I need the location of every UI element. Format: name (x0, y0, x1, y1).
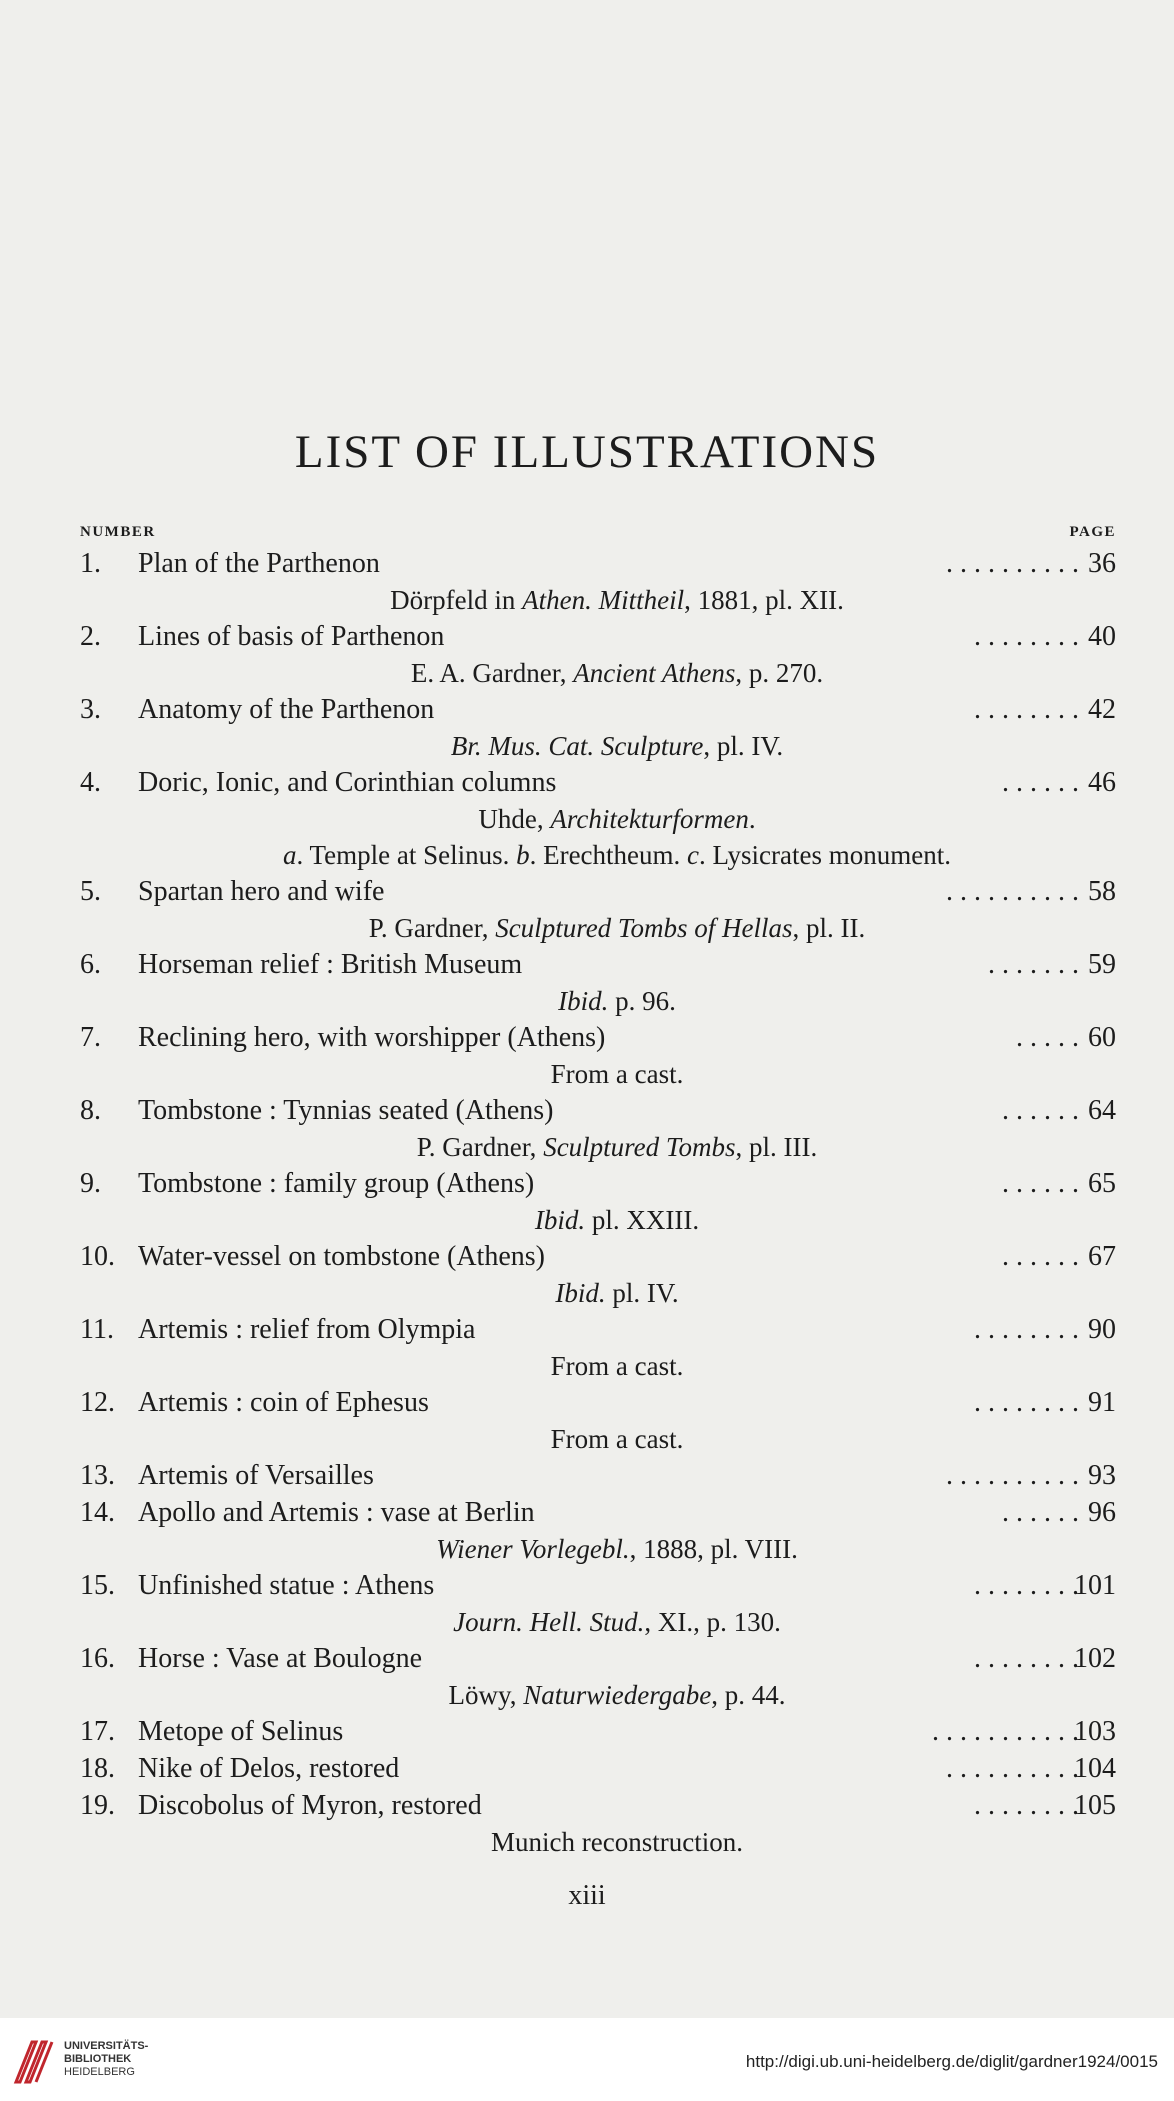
leader-dots: . . . . . . . . (974, 621, 1079, 652)
list-entry (0, 1095, 1174, 1132)
leader-dots: . . . . . . . (988, 949, 1079, 980)
library-logo-icon (12, 2032, 56, 2088)
entry-source: Wiener Vorlegebl., 1888, pl. VIII. (436, 1534, 798, 1564)
leader-dots: . . . . . . . . (974, 694, 1079, 725)
list-entry (0, 1790, 1174, 1827)
entry-page: 36 (1088, 548, 1116, 579)
entry-page: 96 (1088, 1497, 1116, 1528)
entry-page: 103 (1074, 1716, 1116, 1747)
entry-number: 17. (80, 1716, 115, 1747)
page-title: LIST OF ILLUSTRATIONS (294, 426, 880, 478)
entry-source: P. Gardner, Sculptured Tombs, pl. III. (416, 1132, 818, 1162)
entry-number: 2. (80, 621, 101, 652)
list-entry (0, 621, 1174, 658)
list-entry (0, 1168, 1174, 1205)
list-entry (0, 694, 1174, 731)
leader-dots: . . . . . . (1002, 1497, 1079, 1528)
entry-page: 90 (1088, 1314, 1116, 1345)
entry-source: Dörpfeld in Athen. Mittheil, 1881, pl. XII. (390, 585, 844, 615)
list-entry (0, 1643, 1174, 1680)
entry-source: From a cast. (550, 1424, 684, 1454)
entry-page: 67 (1088, 1241, 1116, 1272)
entry-title: Tombstone : family group (Athens) (138, 1168, 535, 1199)
entry-source: Ibid. pl. IV. (555, 1278, 679, 1308)
column-header-number: NUMBER (80, 524, 156, 540)
entry-page: 91 (1088, 1387, 1116, 1418)
leader-dots: . . . . . . (1002, 1241, 1079, 1272)
entry-title: Discobolus of Myron, restored (138, 1790, 482, 1821)
entry-title: Tombstone : Tynnias seated (Athens) (138, 1095, 554, 1126)
entry-title: Doric, Ionic, and Corinthian columns (138, 767, 557, 798)
entry-source: From a cast. (550, 1059, 684, 1089)
entry-number: 1. (80, 548, 101, 579)
entry-source: Br. Mus. Cat. Sculpture, pl. IV. (450, 731, 784, 761)
entry-number: 19. (80, 1790, 115, 1821)
list-entry (0, 949, 1174, 986)
leader-dots: . . . . . . (1002, 767, 1079, 798)
entry-source: Löwy, Naturwiedergabe, p. 44. (448, 1680, 786, 1710)
entry-title: Artemis of Versailles (138, 1460, 374, 1491)
entry-page: 46 (1088, 767, 1116, 798)
entry-title: Water-vessel on tombstone (Athens) (138, 1241, 545, 1272)
list-entry (0, 767, 1174, 804)
column-header-page: PAGE (1069, 524, 1116, 540)
library-name: UNIVERSITÄTS- BIBLIOTHEK HEIDELBERG (64, 2040, 149, 2078)
entry-title: Reclining hero, with worshipper (Athens) (138, 1022, 606, 1053)
entry-title: Horse : Vase at Boulogne (138, 1643, 423, 1674)
entry-number: 10. (80, 1241, 115, 1272)
entry-title: Plan of the Parthenon (138, 548, 380, 579)
entry-page: 65 (1088, 1168, 1116, 1199)
entry-number: 8. (80, 1095, 101, 1126)
leader-dots: . . . . . . (1002, 1095, 1079, 1126)
entry-title: Horseman relief : British Museum (138, 949, 523, 980)
leader-dots: . . . . . . . . . . . (932, 1716, 1079, 1747)
source-url-link[interactable]: http://digi.ub.uni-heidelberg.de/diglit/gardner1924/0015 (745, 2052, 1158, 2071)
entry-page: 58 (1088, 876, 1116, 907)
list-entry (0, 548, 1174, 585)
entry-source: Ibid. pl. XXIII. (534, 1205, 700, 1235)
entry-number: 18. (80, 1753, 115, 1784)
entry-number: 14. (80, 1497, 115, 1528)
entry-title: Anatomy of the Parthenon (138, 694, 435, 725)
entry-number: 12. (80, 1387, 115, 1418)
leader-dots: . . . . . . . . (974, 1314, 1079, 1345)
entry-title: Spartan hero and wife (138, 876, 385, 907)
footer-bar (0, 2018, 1174, 2101)
entry-title: Artemis : relief from Olympia (138, 1314, 476, 1345)
entry-page: 102 (1074, 1643, 1116, 1674)
leader-dots: . . . . . . . . . . (946, 1753, 1079, 1784)
entry-number: 3. (80, 694, 101, 725)
entry-page: 59 (1088, 949, 1116, 980)
list-entry (0, 1314, 1174, 1351)
leader-dots: . . . . . . . . (974, 1643, 1079, 1674)
entry-title: Artemis : coin of Ephesus (138, 1387, 429, 1418)
entry-page: 60 (1088, 1022, 1116, 1053)
entry-source: Ibid. p. 96. (558, 986, 676, 1016)
entry-number: 5. (80, 876, 101, 907)
list-entry (0, 1022, 1174, 1059)
list-entry (0, 1387, 1174, 1424)
leader-dots: . . . . . . . . . . (946, 548, 1079, 579)
list-entry (0, 876, 1174, 913)
leader-dots: . . . . . (1016, 1022, 1079, 1053)
entry-title: Lines of basis of Parthenon (138, 621, 445, 652)
entry-number: 11. (80, 1314, 114, 1345)
leader-dots: . . . . . . . . . . (946, 1460, 1079, 1491)
entry-title: Metope of Selinus (138, 1716, 344, 1747)
entry-source: Journ. Hell. Stud., XI., p. 130. (453, 1607, 781, 1637)
entry-title: Unfinished statue : Athens (138, 1570, 435, 1601)
leader-dots: . . . . . . . . . . (946, 876, 1079, 907)
entry-source: Munich reconstruction. (491, 1827, 743, 1857)
entry-number: 4. (80, 767, 101, 798)
entry-number: 9. (80, 1168, 101, 1199)
entry-source: Uhde, Architekturformen. (478, 804, 756, 834)
entry-number: 16. (80, 1643, 115, 1674)
page-folio: xiii (568, 1880, 606, 1911)
list-entry (0, 1753, 1174, 1790)
list-entry (0, 1241, 1174, 1278)
list-entry (0, 1570, 1174, 1607)
entry-page: 105 (1074, 1790, 1116, 1821)
entry-page: 42 (1088, 694, 1116, 725)
entry-source: E. A. Gardner, Ancient Athens, p. 270. (410, 658, 824, 688)
leader-dots: . . . . . . (1002, 1168, 1079, 1199)
entry-page: 40 (1088, 621, 1116, 652)
entry-page: 104 (1074, 1753, 1116, 1784)
entry-source: From a cast. (550, 1351, 684, 1381)
list-entry (0, 1716, 1174, 1753)
list-entry (0, 1460, 1174, 1497)
entry-title: Apollo and Artemis : vase at Berlin (138, 1497, 535, 1528)
entry-page: 93 (1088, 1460, 1116, 1491)
entry-number: 7. (80, 1022, 101, 1053)
leader-dots: . . . . . . . . (974, 1570, 1079, 1601)
list-entry (0, 1497, 1174, 1534)
entry-source-detail: a. Temple at Selinus. b. Erechtheum. c. Lysicrates monument. (283, 840, 951, 870)
leader-dots: . . . . . . . . (974, 1790, 1079, 1821)
entry-number: 6. (80, 949, 101, 980)
entry-number: 15. (80, 1570, 115, 1601)
entry-number: 13. (80, 1460, 115, 1491)
entry-page: 64 (1088, 1095, 1116, 1126)
leader-dots: . . . . . . . . (974, 1387, 1079, 1418)
entry-source: P. Gardner, Sculptured Tombs of Hellas, pl. II. (368, 913, 866, 943)
entry-title: Nike of Delos, restored (138, 1753, 400, 1784)
entry-page: 101 (1074, 1570, 1116, 1601)
illustration-list (0, 548, 1174, 1863)
